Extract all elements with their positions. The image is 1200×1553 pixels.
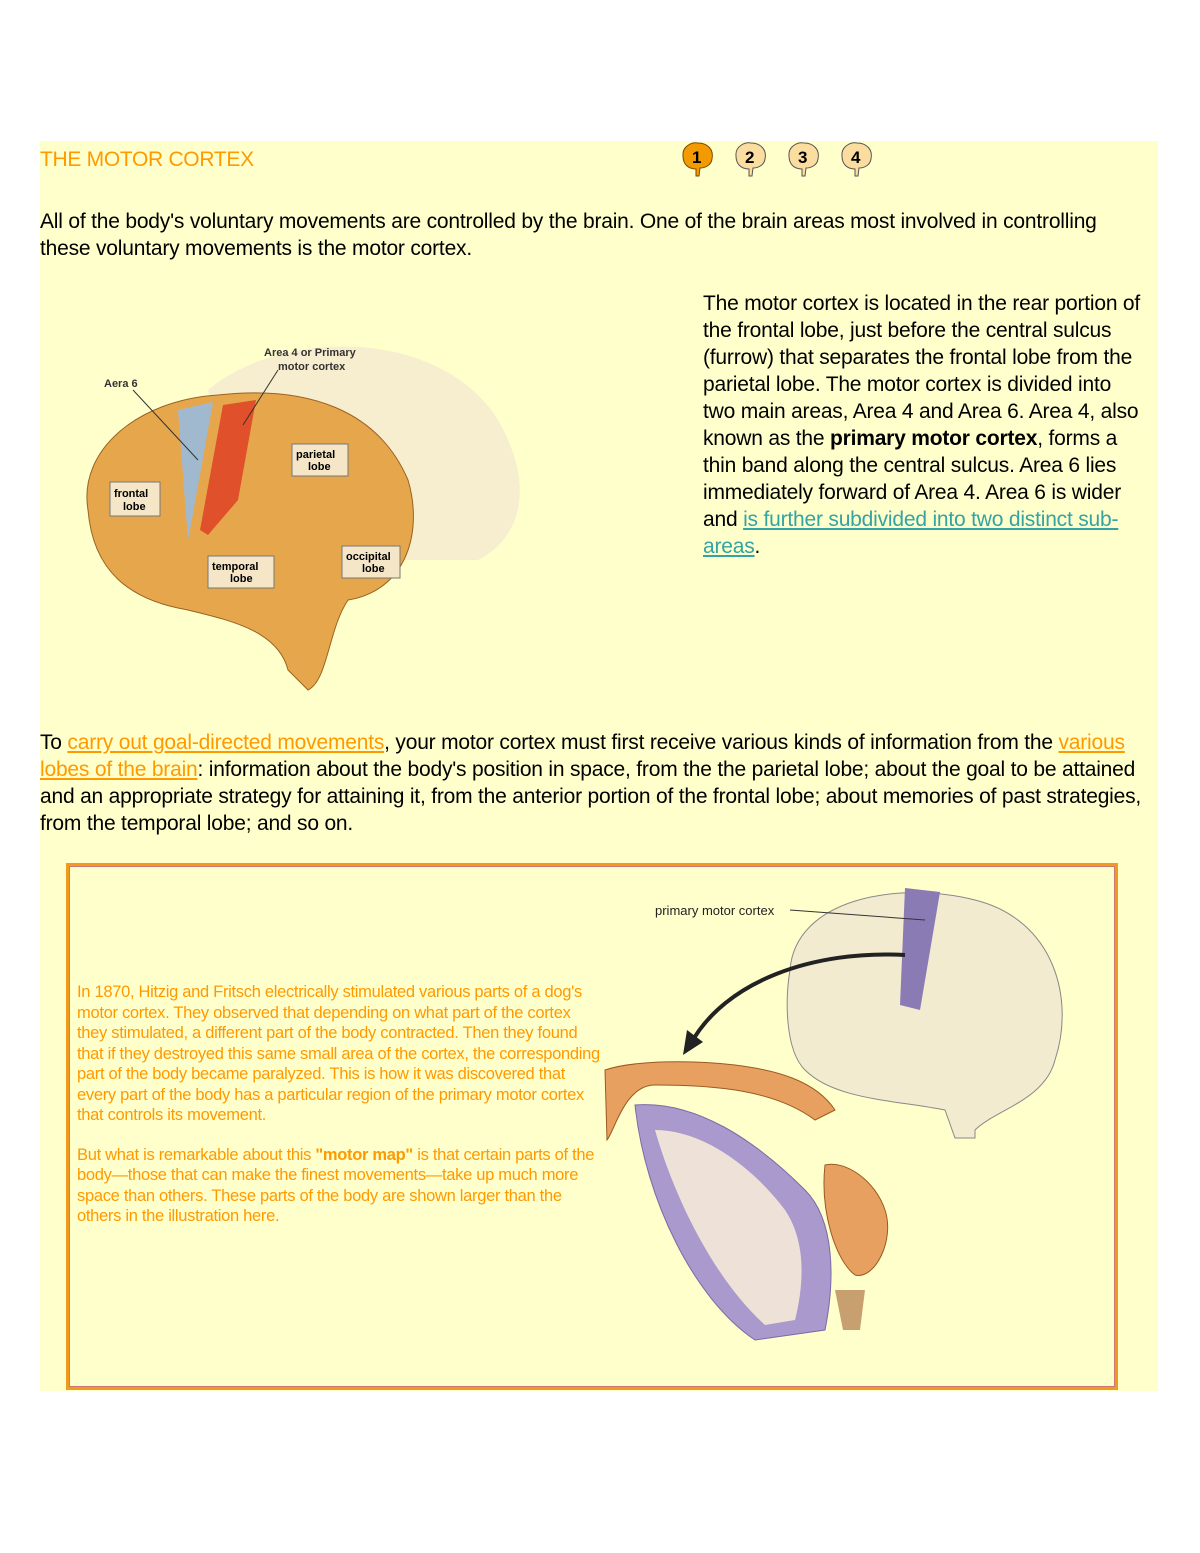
brain-icon (731, 140, 769, 178)
text: is that certain parts of the body—those that can make the finest movements—take up much more space than others. These parts of the body are shown larger than the others in the illustration here. (77, 1145, 595, 1225)
svg-text:lobe: lobe (308, 461, 331, 473)
intro-paragraph: All of the body's voluntary movements are controlled by the brain. One of the brain areas most involved in controlling these voluntary movements is the motor cortex. (40, 210, 1097, 260)
brain-icon (837, 140, 875, 178)
text: . (754, 535, 761, 558)
nav-page-1[interactable] (678, 140, 716, 178)
brain-lobes-figure (78, 330, 528, 702)
motor-cortex-description (703, 290, 1148, 560)
nav-page-4[interactable] (837, 140, 875, 178)
text: The motor cortex is located in the rear portion of the frontal lobe, just before the central sulcus (furrow) that separates the frontal lobe from the parietal lobe. The motor cortex is divided into two main areas, Area 4 and Area 6. Area 4, also known as the (703, 292, 1141, 450)
svg-text:parietal: parietal (296, 449, 336, 461)
motor-map-text (77, 982, 602, 1246)
text: , your motor cortex must first receive various kinds of information from the (384, 731, 1059, 754)
svg-text:4: 4 (851, 148, 861, 167)
motor-map-term: "motor map" (315, 1145, 413, 1164)
primary-motor-cortex-term: primary motor cortex (829, 427, 1038, 450)
svg-text:lobe: lobe (123, 501, 146, 513)
brain-icon (678, 140, 716, 178)
information-paragraph (40, 729, 1150, 837)
lobes-of-brain-link[interactable]: various lobes of the brain (40, 731, 1125, 781)
hitzig-fritsch-paragraph: In 1870, Hitzig and Fritsch electrically stimulated various parts of a dog's motor cortex. They observed that depending on what part of the cortex they stimulated, a different part of the body contracted. Then they found that if they destroyed this same small area of the cortex, the corresponding part of the body became paralyzed. This is how it was discovered that every part of the body has a particular region of the primary motor cortex that controls its movement. (77, 983, 600, 1124)
motor-map-paragraph (77, 1145, 602, 1227)
svg-text:lobe: lobe (362, 563, 385, 575)
text: : information about the body's position in space, from the the parietal lobe; about the goal to be attained and an appropriate strategy for attaining it, from the anterior portion of the frontal lobe; about memories of past strategies, from the temporal lobe; and so on. (40, 758, 1142, 835)
svg-text:Aera 6: Aera 6 (104, 378, 138, 390)
page-title: THE MOTOR CORTEX (40, 148, 254, 171)
svg-text:2: 2 (745, 148, 755, 167)
nav-page-3[interactable] (784, 140, 822, 178)
text: But what is remarkable about this (77, 1145, 316, 1164)
page-nav (678, 140, 875, 178)
text: To (40, 731, 68, 754)
svg-text:lobe: lobe (230, 573, 253, 585)
text: , forms a thin band along the central sulcus. Area 6 lies immediately forward of Area 4. Area 6 is wider and (703, 427, 1121, 531)
svg-text:1: 1 (692, 148, 702, 167)
svg-text:frontal: frontal (114, 488, 149, 500)
nav-page-2[interactable] (731, 140, 769, 178)
svg-text:temporal: temporal (212, 561, 259, 573)
svg-text:motor cortex: motor cortex (278, 361, 346, 373)
svg-text:3: 3 (798, 148, 808, 167)
brain-icon (784, 140, 822, 178)
subdivided-link[interactable]: is further subdivided into two distinct sub-areas (703, 508, 1119, 558)
motor-homunculus-figure (595, 880, 1075, 1350)
svg-text:primary motor cortex: primary motor cortex (655, 903, 775, 918)
svg-text:occipital: occipital (346, 551, 391, 563)
goal-directed-movements-link[interactable]: carry out goal-directed movements (67, 731, 385, 754)
svg-text:Area 4 or Primary: Area 4 or Primary (264, 347, 356, 359)
